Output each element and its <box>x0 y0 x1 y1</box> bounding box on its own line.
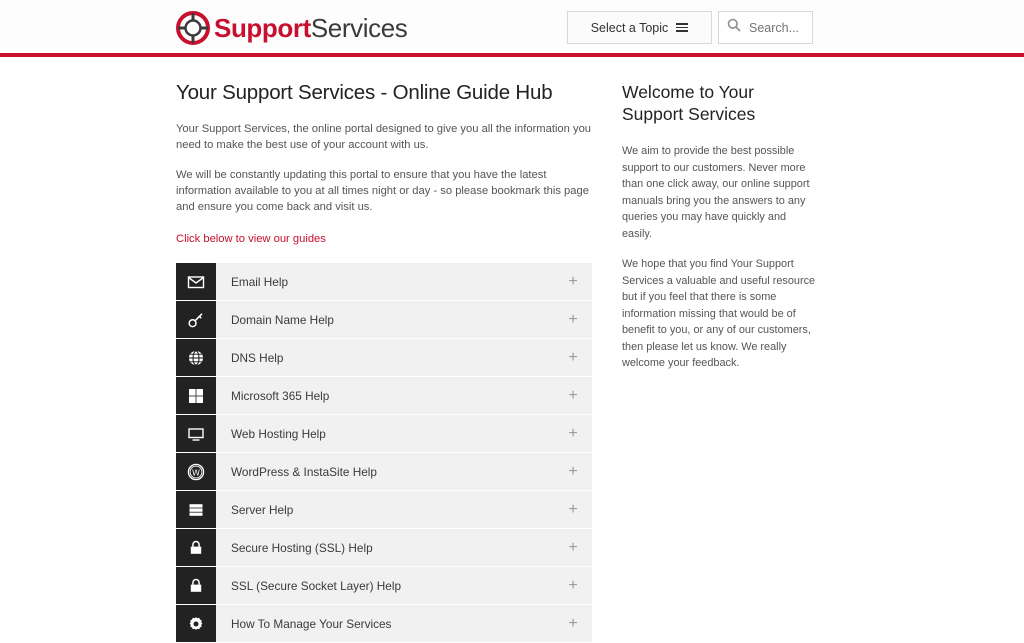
search-box[interactable] <box>718 11 813 44</box>
guide-label: Web Hosting Help <box>231 426 326 441</box>
expand-icon[interactable]: + <box>568 576 578 594</box>
guide-item-how-to-manage-your-services[interactable] <box>176 605 592 642</box>
guide-item-secure-hosting-ssl-help[interactable] <box>176 529 592 566</box>
lock-icon <box>176 567 216 604</box>
wordpress-icon <box>176 453 216 490</box>
expand-icon[interactable]: + <box>568 272 578 290</box>
expand-icon[interactable]: + <box>568 614 578 632</box>
guide-list <box>176 263 592 642</box>
lock-icon <box>176 529 216 566</box>
guide-item-web-hosting-help[interactable] <box>176 415 592 452</box>
select-topic-button[interactable] <box>567 11 712 44</box>
main-column <box>176 81 592 643</box>
search-icon <box>727 18 741 37</box>
expand-icon[interactable]: + <box>568 386 578 404</box>
guide-item-ssl-secure-socket-layer-help[interactable] <box>176 567 592 604</box>
sidebar-title: Welcome to Your Support Services <box>622 82 756 124</box>
server-icon <box>176 491 216 528</box>
expand-icon[interactable]: + <box>568 500 578 518</box>
guide-label: WordPress & InstaSite Help <box>231 464 377 479</box>
sidebar-paragraph-2: We hope that you find Your Support Services a valuable and useful resource but if you feel that there is some information missing that would be of benefit to you, or any of our customers, then please let us know. We really welcome your feedback. <box>622 258 816 369</box>
guide-label: Microsoft 365 Help <box>231 388 330 403</box>
view-guides-link[interactable]: Click below to view our guides <box>176 233 326 245</box>
windows-icon <box>176 377 216 414</box>
guide-label: Server Help <box>231 502 294 517</box>
site-header <box>0 0 1024 57</box>
expand-icon[interactable]: + <box>568 310 578 328</box>
search-input[interactable] <box>747 20 805 36</box>
key-icon <box>176 301 216 338</box>
guide-item-wordpress-instasite-help[interactable] <box>176 453 592 490</box>
guide-item-email-help[interactable] <box>176 263 592 300</box>
lifering-icon <box>176 11 210 45</box>
guide-label: Email Help <box>231 274 289 289</box>
expand-icon[interactable]: + <box>568 348 578 366</box>
monitor-icon <box>176 415 216 452</box>
expand-icon[interactable]: + <box>568 538 578 556</box>
guide-item-server-help[interactable] <box>176 491 592 528</box>
guide-item-microsoft-365-help[interactable] <box>176 377 592 414</box>
expand-icon[interactable]: + <box>568 462 578 480</box>
logo-text-light: Services <box>310 12 408 43</box>
guide-label: How To Manage Your Services <box>231 616 392 631</box>
guide-label: Domain Name Help <box>231 312 334 327</box>
guide-label: SSL (Secure Socket Layer) Help <box>231 578 402 593</box>
expand-icon[interactable]: + <box>568 424 578 442</box>
sidebar-paragraph-1: We aim to provide the best possible support to our customers. Never more than one click away, our online support manuals bring you the answers to any queries you may have quickly and easily. <box>622 145 810 240</box>
intro-paragraph-1: Your Support Services, the online portal designed to give you all the information you need to make the best use of your account with us. <box>176 123 592 151</box>
hamburger-icon <box>676 23 688 32</box>
guide-label: DNS Help <box>231 350 284 365</box>
globe-icon <box>176 339 216 376</box>
intro-paragraph-2: We will be constantly updating this portal to ensure that you have the latest information available to you at all times night or day - so please bookmark this page and ensure you come back and visit us. <box>176 169 589 213</box>
guide-item-domain-name-help[interactable] <box>176 301 592 338</box>
logo-text-bold: Support <box>214 12 311 43</box>
content-area <box>0 57 1024 632</box>
envelope-icon <box>176 263 216 300</box>
gear-icon <box>176 605 216 642</box>
page-title: Your Support Services - Online Guide Hub <box>176 81 553 104</box>
site-logo[interactable] <box>176 8 407 48</box>
select-topic-label: Select a Topic <box>590 20 669 35</box>
guide-label: Secure Hosting (SSL) Help <box>231 540 373 555</box>
svg-text:W: W <box>192 467 200 477</box>
sidebar-column <box>622 81 818 386</box>
guide-item-dns-help[interactable] <box>176 339 592 376</box>
